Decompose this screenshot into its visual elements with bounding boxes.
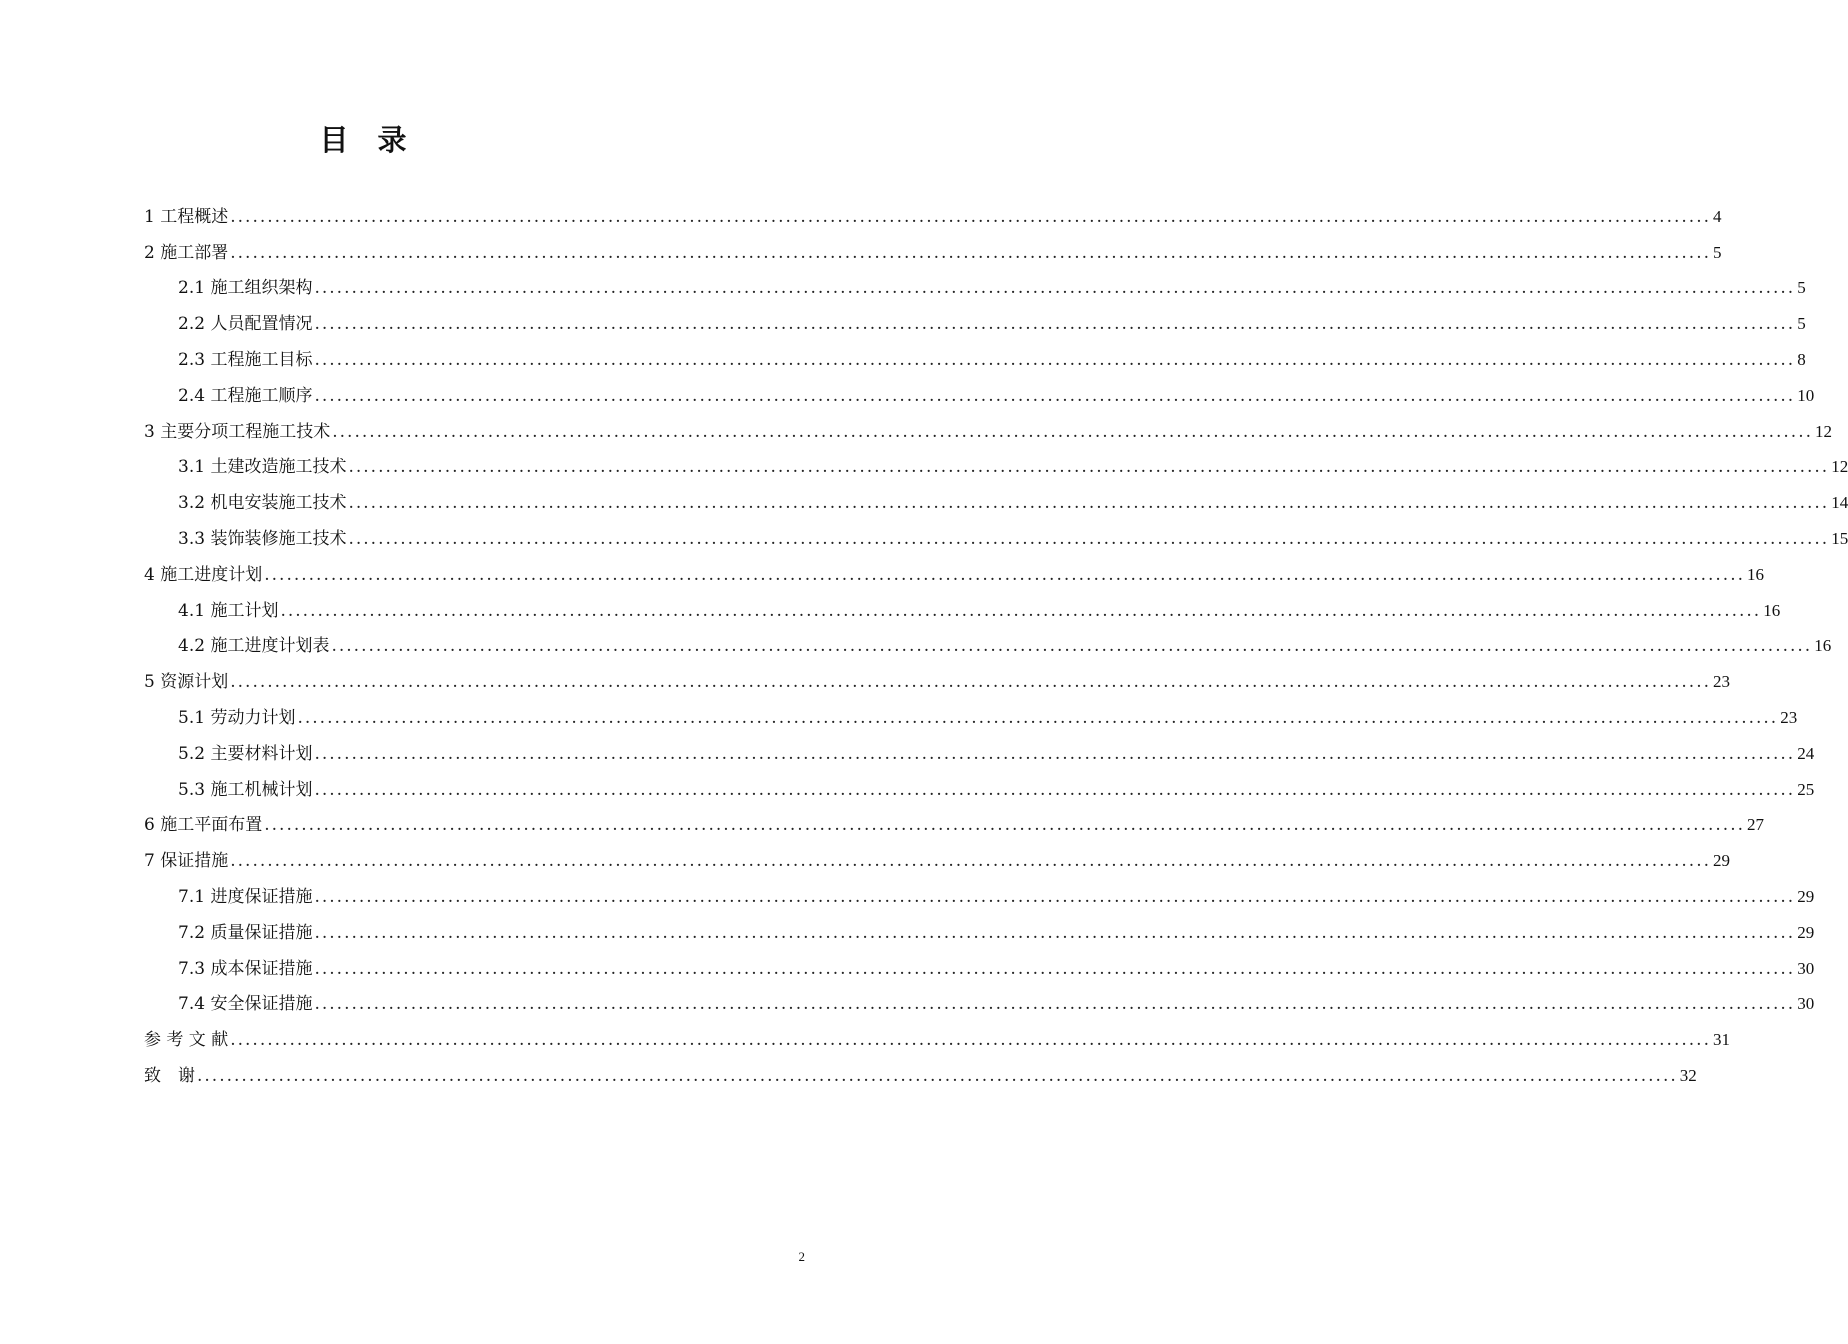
toc-entry-page: 15 (1831, 528, 1848, 548)
toc-entry-label: 4.1 施工计划 (178, 600, 279, 621)
toc-entry-label: 7.1 进度保证措施 (178, 886, 313, 907)
toc-entry-label: 2.1 施工组织架构 (178, 278, 313, 299)
toc-entry[interactable] (144, 1050, 1697, 1086)
toc-entry-page: 16 (1763, 600, 1781, 620)
toc-entry-page: 24 (1797, 743, 1815, 763)
toc-entry[interactable] (144, 943, 1815, 979)
toc-entry-label: 5 资源计划 (144, 672, 229, 693)
toc-entry-label: 5.3 施工机械计划 (178, 779, 313, 800)
toc-entry-page: 5 (1713, 242, 1722, 262)
toc-entry-label: 3.2 机电安装施工技术 (178, 493, 347, 514)
toc-entry-page: 5 (1797, 314, 1806, 334)
toc-leader-dots: ........................................................................................................................................................................................................ (314, 958, 1796, 979)
toc-entry-page: 25 (1797, 779, 1815, 799)
toc-leader-dots: ........................................................................................................................................................................................................ (264, 815, 1745, 836)
toc-entry-label: 2.2 人员配置情况 (178, 314, 313, 335)
toc-entry-page: 23 (1713, 672, 1730, 692)
toc-leader-dots: ........................................................................................................................................................................................................ (314, 278, 1796, 299)
toc-entry[interactable] (144, 334, 1806, 370)
toc-entry-label: 5.2 主要材料计划 (178, 743, 313, 764)
toc-entry-page: 8 (1797, 349, 1806, 369)
toc-leader-dots: ........................................................................................................................................................................................................ (348, 493, 1830, 514)
toc-entry[interactable] (144, 549, 1764, 585)
toc-entry-page: 12 (1815, 421, 1832, 441)
toc-entry-label: 7 保证措施 (144, 851, 229, 872)
toc-entry-label: 3.1 土建改造施工技术 (178, 457, 347, 478)
toc-entry-label: 5.1 劳动力计划 (178, 707, 296, 728)
toc-entry[interactable] (144, 227, 1722, 263)
toc-entry-page: 23 (1780, 707, 1798, 727)
toc-entry-page: 30 (1797, 958, 1815, 978)
toc-entry[interactable] (144, 907, 1815, 943)
toc-entry-page: 16 (1814, 636, 1832, 656)
toc-leader-dots: ........................................................................................................................................................................................................ (348, 457, 1830, 478)
toc-entry-label: 7.3 成本保证措施 (178, 958, 313, 979)
toc-entry-page: 29 (1797, 886, 1815, 906)
toc-entry[interactable] (144, 191, 1722, 227)
toc-leader-dots: ........................................................................................................................................................................................................ (230, 851, 1711, 872)
toc-leader-dots: ........................................................................................................................................................................................................ (280, 600, 1762, 621)
toc-entry-page: 10 (1797, 385, 1815, 405)
toc-leader-dots: ........................................................................................................................................................................................................ (314, 994, 1796, 1015)
toc-entry-page: 29 (1797, 922, 1815, 942)
toc-leader-dots: ........................................................................................................................................................................................................ (197, 1065, 1678, 1086)
toc-entry[interactable] (144, 263, 1806, 299)
toc-entry[interactable] (144, 513, 1848, 549)
toc-entry-page: 14 (1831, 493, 1848, 513)
toc-entry-page: 4 (1713, 206, 1722, 226)
toc-entry-page: 29 (1713, 851, 1730, 871)
toc-leader-dots: ........................................................................................................................................................................................................ (230, 206, 1711, 227)
toc-entry[interactable] (144, 621, 1832, 657)
toc-entry-label: 7.2 质量保证措施 (178, 922, 313, 943)
toc-entry[interactable] (144, 692, 1798, 728)
toc-leader-dots: ........................................................................................................................................................................................................ (314, 743, 1796, 764)
table-of-contents (144, 191, 1848, 1086)
toc-entry-page: 16 (1747, 564, 1764, 584)
toc-entry-label: 2.4 工程施工顺序 (178, 385, 313, 406)
toc-entry[interactable] (144, 442, 1848, 478)
toc-entry[interactable] (144, 585, 1781, 621)
toc-leader-dots: ........................................................................................................................................................................................................ (348, 528, 1830, 549)
toc-entry[interactable] (144, 728, 1815, 764)
toc-entry[interactable] (144, 979, 1815, 1015)
toc-title: 目 录 (319, 123, 407, 157)
toc-entry-label: 6 施工平面布置 (144, 815, 263, 836)
toc-entry[interactable] (144, 406, 1832, 442)
toc-entry[interactable] (144, 477, 1848, 514)
toc-entry[interactable] (144, 835, 1730, 872)
toc-entry-label: 2 施工部署 (144, 242, 229, 263)
toc-entry-page: 12 (1831, 457, 1848, 477)
toc-leader-dots: ........................................................................................................................................................................................................ (314, 922, 1796, 943)
toc-leader-dots: ........................................................................................................................................................................................................ (230, 1030, 1711, 1051)
toc-leader-dots: ........................................................................................................................................................................................................ (314, 779, 1796, 800)
toc-entry-label: 参 考 文 献 (144, 1030, 229, 1051)
toc-entry-page: 32 (1679, 1065, 1697, 1085)
toc-entry[interactable] (144, 370, 1815, 406)
toc-entry-label: 1 工程概述 (144, 206, 229, 227)
toc-leader-dots: ........................................................................................................................................................................................................ (332, 421, 1813, 442)
toc-entry[interactable] (144, 656, 1730, 693)
toc-entry-label: 致 谢 (144, 1065, 195, 1086)
toc-entry-label: 4.2 施工进度计划表 (178, 636, 330, 657)
toc-leader-dots: ........................................................................................................................................................................................................ (314, 886, 1796, 907)
page-number: 2 (798, 1249, 805, 1264)
toc-leader-dots: ........................................................................................................................................................................................................ (230, 672, 1711, 693)
toc-entry-label: 3.3 装饰装修施工技术 (178, 528, 347, 549)
toc-entry-label: 2.3 工程施工目标 (178, 349, 313, 370)
toc-leader-dots: ........................................................................................................................................................................................................ (264, 564, 1745, 585)
toc-entry-page: 27 (1747, 815, 1764, 835)
toc-entry[interactable] (144, 871, 1815, 907)
toc-leader-dots: ........................................................................................................................................................................................................ (314, 314, 1796, 335)
toc-entry[interactable] (144, 1014, 1730, 1051)
toc-leader-dots: ........................................................................................................................................................................................................ (331, 636, 1813, 657)
toc-entry-label: 3 主要分项工程施工技术 (144, 421, 331, 442)
toc-entry[interactable] (144, 764, 1815, 800)
toc-entry-label: 7.4 安全保证措施 (178, 994, 313, 1015)
toc-entry-page: 5 (1797, 278, 1806, 298)
toc-entry-page: 31 (1712, 1030, 1730, 1050)
toc-leader-dots: ........................................................................................................................................................................................................ (314, 385, 1796, 406)
toc-entry[interactable] (144, 800, 1764, 836)
toc-leader-dots: ........................................................................................................................................................................................................ (230, 242, 1711, 263)
toc-leader-dots: ........................................................................................................................................................................................................ (297, 707, 1779, 728)
toc-entry-label: 4 施工进度计划 (144, 564, 263, 585)
toc-entry-page: 30 (1797, 994, 1815, 1014)
toc-entry[interactable] (144, 298, 1806, 335)
toc-leader-dots: ........................................................................................................................................................................................................ (314, 349, 1796, 370)
